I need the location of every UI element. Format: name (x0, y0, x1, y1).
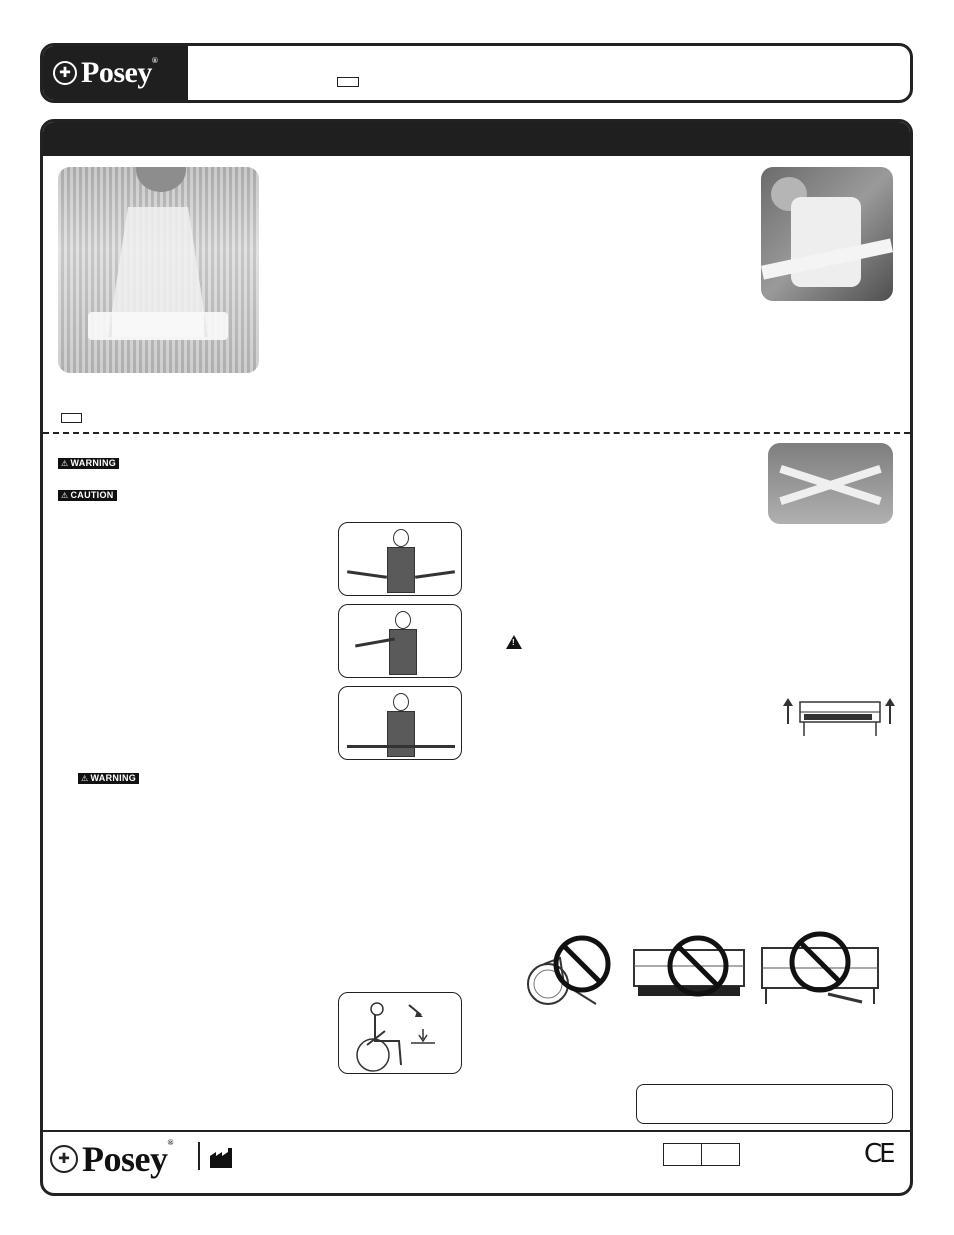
prohibited-icon (524, 928, 628, 1010)
wheelchair-angle-illustration (338, 992, 462, 1074)
warning-badge-2: ⚠ WARNING (78, 773, 139, 784)
step-illustration-3 (338, 686, 462, 760)
step-illustration-1 (338, 522, 462, 596)
prohibited-icon (630, 928, 748, 1010)
reference-box (663, 1143, 740, 1166)
footer-separator (198, 1142, 200, 1170)
posey-emblem-icon: ✚ (50, 1145, 78, 1173)
header-checkbox (337, 77, 359, 87)
bed-rails-icon (780, 692, 898, 742)
wheelchair-strap-photo (768, 443, 893, 524)
caution-badge: ⚠ CAUTION (58, 490, 117, 501)
caution-icon: ⚠ (61, 491, 69, 500)
label-box (61, 413, 82, 423)
alert-triangle-icon: ! (506, 635, 522, 649)
header-logo (43, 46, 188, 100)
brand-name: Posey® (81, 56, 158, 89)
warning-badge: ⚠ WARNING (58, 458, 119, 469)
patient-vest-photo (58, 167, 259, 373)
ce-mark: CE (864, 1139, 893, 1169)
footer-logo (50, 1138, 173, 1180)
title-band (43, 122, 910, 156)
warning-icon: ⚠ (81, 774, 89, 783)
patient-bed-photo (761, 167, 893, 301)
warning-icon: ⚠ (61, 459, 69, 468)
note-box (636, 1084, 893, 1124)
footer-brand-name: Posey® (82, 1138, 173, 1179)
section-divider (43, 432, 910, 434)
posey-emblem-icon: ✚ (53, 61, 77, 85)
prohibited-icon (758, 928, 882, 1010)
footer-divider (43, 1130, 910, 1132)
step-illustration-2 (338, 604, 462, 678)
manufacturer-icon (210, 1148, 234, 1168)
header-bar (40, 43, 913, 103)
